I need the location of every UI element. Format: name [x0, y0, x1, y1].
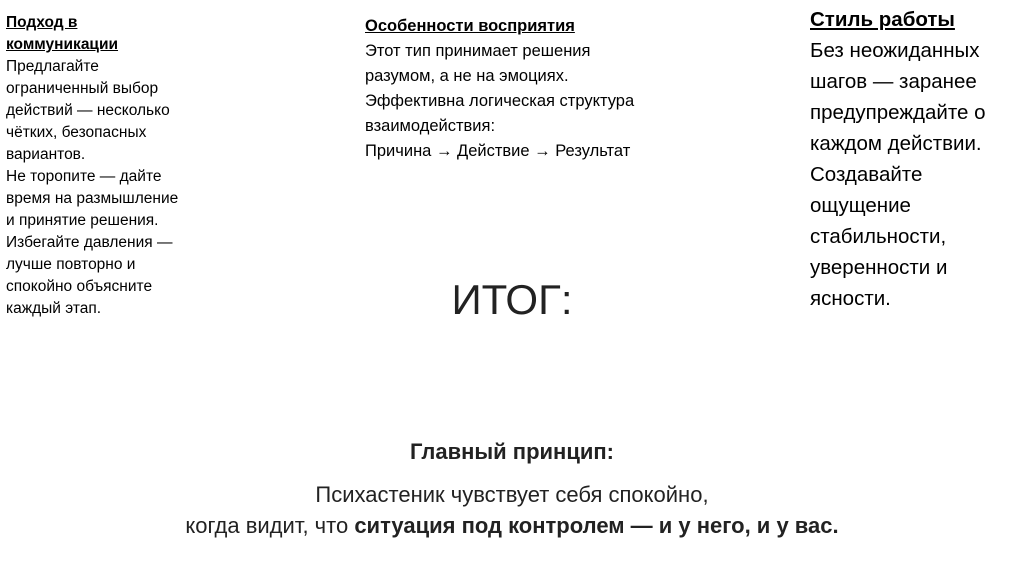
main-principle-line-1: Психастеник чувствует себя спокойно, [315, 482, 709, 507]
main-principle-emphasis: ситуация под контролем — и у него, и у вас. [354, 513, 839, 538]
perception-features-paragraph-structure: Эффективна логическая структура взаимодействия: [365, 92, 635, 135]
main-principle-heading: Главный принцип: [409, 439, 615, 464]
work-style-block [810, 4, 1020, 314]
communication-approach-heading: Подход в коммуникации [6, 14, 119, 53]
main-principle-line-2-prefix: когда видит, что [185, 513, 355, 538]
work-style-heading: Стиль работы [810, 8, 955, 31]
main-principle-text [0, 479, 1024, 541]
main-principle-line-2 [0, 510, 1024, 541]
communication-approach-paragraph-time: Не торопите — дайте время на размышление и принятие решения. [6, 168, 179, 229]
perception-features-heading: Особенности восприятия [365, 17, 575, 35]
communication-approach-paragraph-pressure: Избегайте давления — лучше повторно и спокойно объясните каждый этап. [6, 234, 173, 317]
perception-features-formula: Причина → Действие → Результат [365, 142, 631, 160]
communication-approach-paragraph-choice: Предлагайте ограниченный выбор действий — несколько чётких, безопасных вариантов. [6, 58, 170, 163]
work-style-text: Без неожиданных шагов — заранее предупреждайте о каждом действии. Создавайте ощущение стабильности, уверенности и ясности. [810, 39, 986, 310]
perception-features-block [365, 14, 695, 164]
summary-title: ИТОГ: [451, 276, 573, 323]
perception-features-paragraph-reason: Этот тип принимает решения разумом, а не на эмоциях. [365, 42, 591, 85]
